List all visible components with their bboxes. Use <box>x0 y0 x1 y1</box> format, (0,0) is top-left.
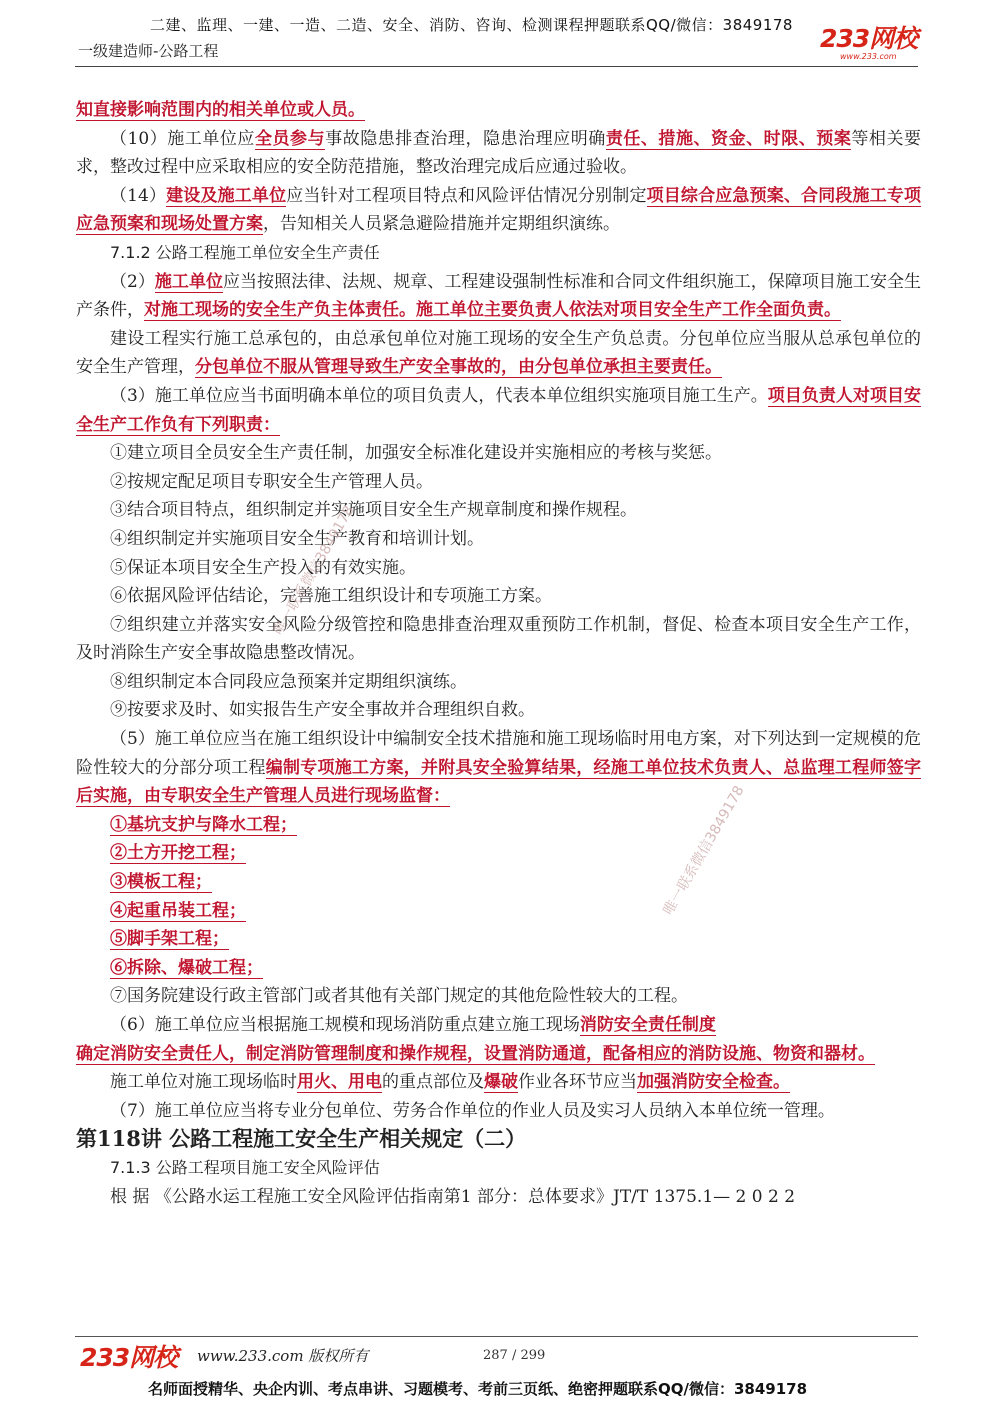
list-item: ⑦国务院建设行政主管部门或者其他有关部门规定的其他危险性较大的工程。 <box>110 986 688 1007</box>
list-item: ④组织制定并实施项目安全生产教育和培训计划。 <box>110 528 484 549</box>
footer-copyright: www.233.com 版权所有 <box>197 1347 369 1365</box>
paragraph <box>76 125 921 182</box>
paragraph: （7）施工单位应当将专业分包单位、劳务合作单位的作业人员及实习人员纳入本单位统一管理。 <box>110 1100 835 1121</box>
text: 作业各环节应当 <box>518 1072 637 1093</box>
highlight-text: 责任、措施、资金、时限、预案 <box>605 128 852 149</box>
text: 的重点部位及 <box>382 1072 484 1093</box>
text: （5）施工单位应当在施工组织设计中编制安全技术措施和施工现场临时用电方案，对下列达到一定规模的危险性较大的分部分项工程 <box>76 729 921 778</box>
watermark: 唯一联系微信3849178 <box>270 503 358 638</box>
section-heading: 7.1.3 公路工程项目施工安全风险评估 <box>110 1157 380 1177</box>
highlight-text: ⑥拆除、爆破工程； <box>110 957 263 978</box>
highlight-text: 项目负责人对项目安全生产工作负有下列职责： <box>76 385 921 435</box>
paragraph <box>76 182 921 239</box>
highlight-text: ③模板工程； <box>110 872 212 893</box>
highlight-text: 施工单位 <box>154 271 223 292</box>
highlight-text: 分包单位不服从管理导致生产安全事故的，由分包单位承担主要责任。 <box>195 357 722 378</box>
list-item <box>76 897 921 926</box>
highlight-text: 编制专项施工方案，并附具安全验算结果，经施工单位技术负责人、总监理工程师签字后实施，由专职安全生产管理人员进行现场监督： <box>76 757 921 807</box>
document-body <box>76 96 921 1211</box>
brand-logo <box>820 26 930 60</box>
text: （6）施工单位应当根据施工规模和现场消防重点建立施工现场 <box>110 1015 580 1035</box>
highlight-text: 确定消防安全责任人，制定消防管理制度和操作规程，设置消防通道，配备相应的消防设施、物资和器材。 <box>76 1043 875 1064</box>
watermark: 唯一联系微信3849178 <box>660 783 748 918</box>
text: 施工单位对施工现场临时 <box>110 1072 297 1093</box>
list-item <box>76 811 921 840</box>
logo-url: www.233.com <box>840 52 897 61</box>
text: （14） <box>110 185 167 206</box>
list-item <box>76 868 921 897</box>
paragraph <box>76 725 921 811</box>
header-divider <box>75 66 918 67</box>
highlight-text: 项目综合应急预案、合同段施工专项应急预案和现场处置方案 <box>76 185 922 235</box>
highlight-text: 用火、用电 <box>297 1072 382 1093</box>
paragraph <box>76 325 921 382</box>
paragraph <box>76 268 921 325</box>
text: ，告知相关人员紧急避险措施并定期组织演练。 <box>263 214 620 235</box>
footer-divider <box>75 1336 918 1337</box>
footer-logo: 233网校 <box>80 1343 178 1372</box>
list-item: ②按规定配足项目专职安全生产管理人员。 <box>110 471 433 492</box>
course-title: 一级建造师-公路工程 <box>78 42 219 60</box>
list-item: ①建立项目全员安全生产责任制，加强安全标准化建设并实施相应的考核与奖惩。 <box>110 443 722 464</box>
highlight-text: 爆破 <box>484 1072 518 1093</box>
page-number: 287 / 299 <box>483 1348 546 1363</box>
highlight-text: ⑤脚手架工程； <box>110 929 229 950</box>
list-item <box>76 925 921 954</box>
list-item <box>76 954 921 983</box>
highlight-text: ②土方开挖工程； <box>110 843 246 864</box>
list-item: ⑥依据风险评估结论，完善施工组织设计和专项施工方案。 <box>110 586 552 607</box>
highlight-text: 对施工现场的安全生产负主体责任。施工单位主要负责人依法对项目安全生产工作全面负责。 <box>144 300 841 321</box>
section-heading: 7.1.2 公路工程施工单位安全生产责任 <box>110 242 380 262</box>
text: 事故隐患排查治理，隐患治理应明确 <box>325 128 606 149</box>
highlight-text: 建设及施工单位 <box>166 185 287 206</box>
text: 应当按照法律、法规、规章、工程建设强制性标准和合同文件组织施工，保障项目施工安全生产条件， <box>76 271 921 321</box>
text: （3）施工单位应当书面明确本单位的项目负责人，代表本单位组织实施项目施工生产。 <box>110 385 768 406</box>
text: 应当针对工程项目特点和风险评估情况分别制定 <box>286 185 647 206</box>
paragraph <box>76 1040 921 1069</box>
top-contact-banner: 二建、监理、一建、一造、二造、安全、消防、咨询、检测课程押题联系QQ/微信：3849178 <box>150 16 793 34</box>
text: 等相关要求，整改过程中应采取相应的安全防范措施，整改治理完成后应通过验收。 <box>76 128 922 178</box>
list-item: ⑦组织建立并落实安全风险分级管控和隐患排查治理双重预防工作机制，督促、检查本项目安全生产工作，及时消除生产安全事故隐患整改情况。 <box>76 614 921 664</box>
text: 建设工程实行施工总承包的，由总承包单位对施工现场的安全生产负总责。分包单位应当服从总承包单位的安全生产管理， <box>76 328 921 378</box>
paragraph: 根 据 《公路水运工程施工安全风险评估指南第1 部分：总体要求》JT/T 1375.1— 2 0 2 2 <box>110 1186 796 1207</box>
text: （2） <box>110 271 155 292</box>
highlight-text: ④起重吊装工程； <box>110 900 246 921</box>
paragraph <box>76 382 921 439</box>
highlight-text: ①基坑支护与降水工程； <box>110 814 297 835</box>
list-item: ③结合项目特点，组织制定并实施项目安全生产规章制度和操作规程。 <box>110 500 637 521</box>
paragraph <box>76 96 921 125</box>
text: （10）施工单位应 <box>110 128 255 149</box>
list-item <box>76 839 921 868</box>
highlight-text: 知直接影响范围内的相关单位或人员。 <box>76 100 365 120</box>
lecture-title: 第118讲 公路工程施工安全生产相关规定（二） <box>76 1126 527 1152</box>
highlight-text: 全员参与 <box>254 128 326 149</box>
highlight-text: 加强消防安全检查。 <box>637 1072 790 1093</box>
list-item: ⑧组织制定本合同段应急预案并定期组织演练。 <box>110 671 467 692</box>
paragraph <box>76 1068 921 1097</box>
bottom-contact-banner: 名师面授精华、央企内训、考点串讲、习题模考、考前三页纸、绝密押题联系QQ/微信：3849178 <box>148 1380 808 1398</box>
highlight-text: 消防安全责任制度 <box>579 1015 716 1035</box>
list-item: ⑤保证本项目安全生产投入的有效实施。 <box>110 557 416 578</box>
list-item: ⑨按要求及时、如实报告生产安全事故并合理组织自救。 <box>110 700 535 721</box>
logo-text: 233网校 <box>820 24 918 53</box>
paragraph <box>76 1011 921 1040</box>
